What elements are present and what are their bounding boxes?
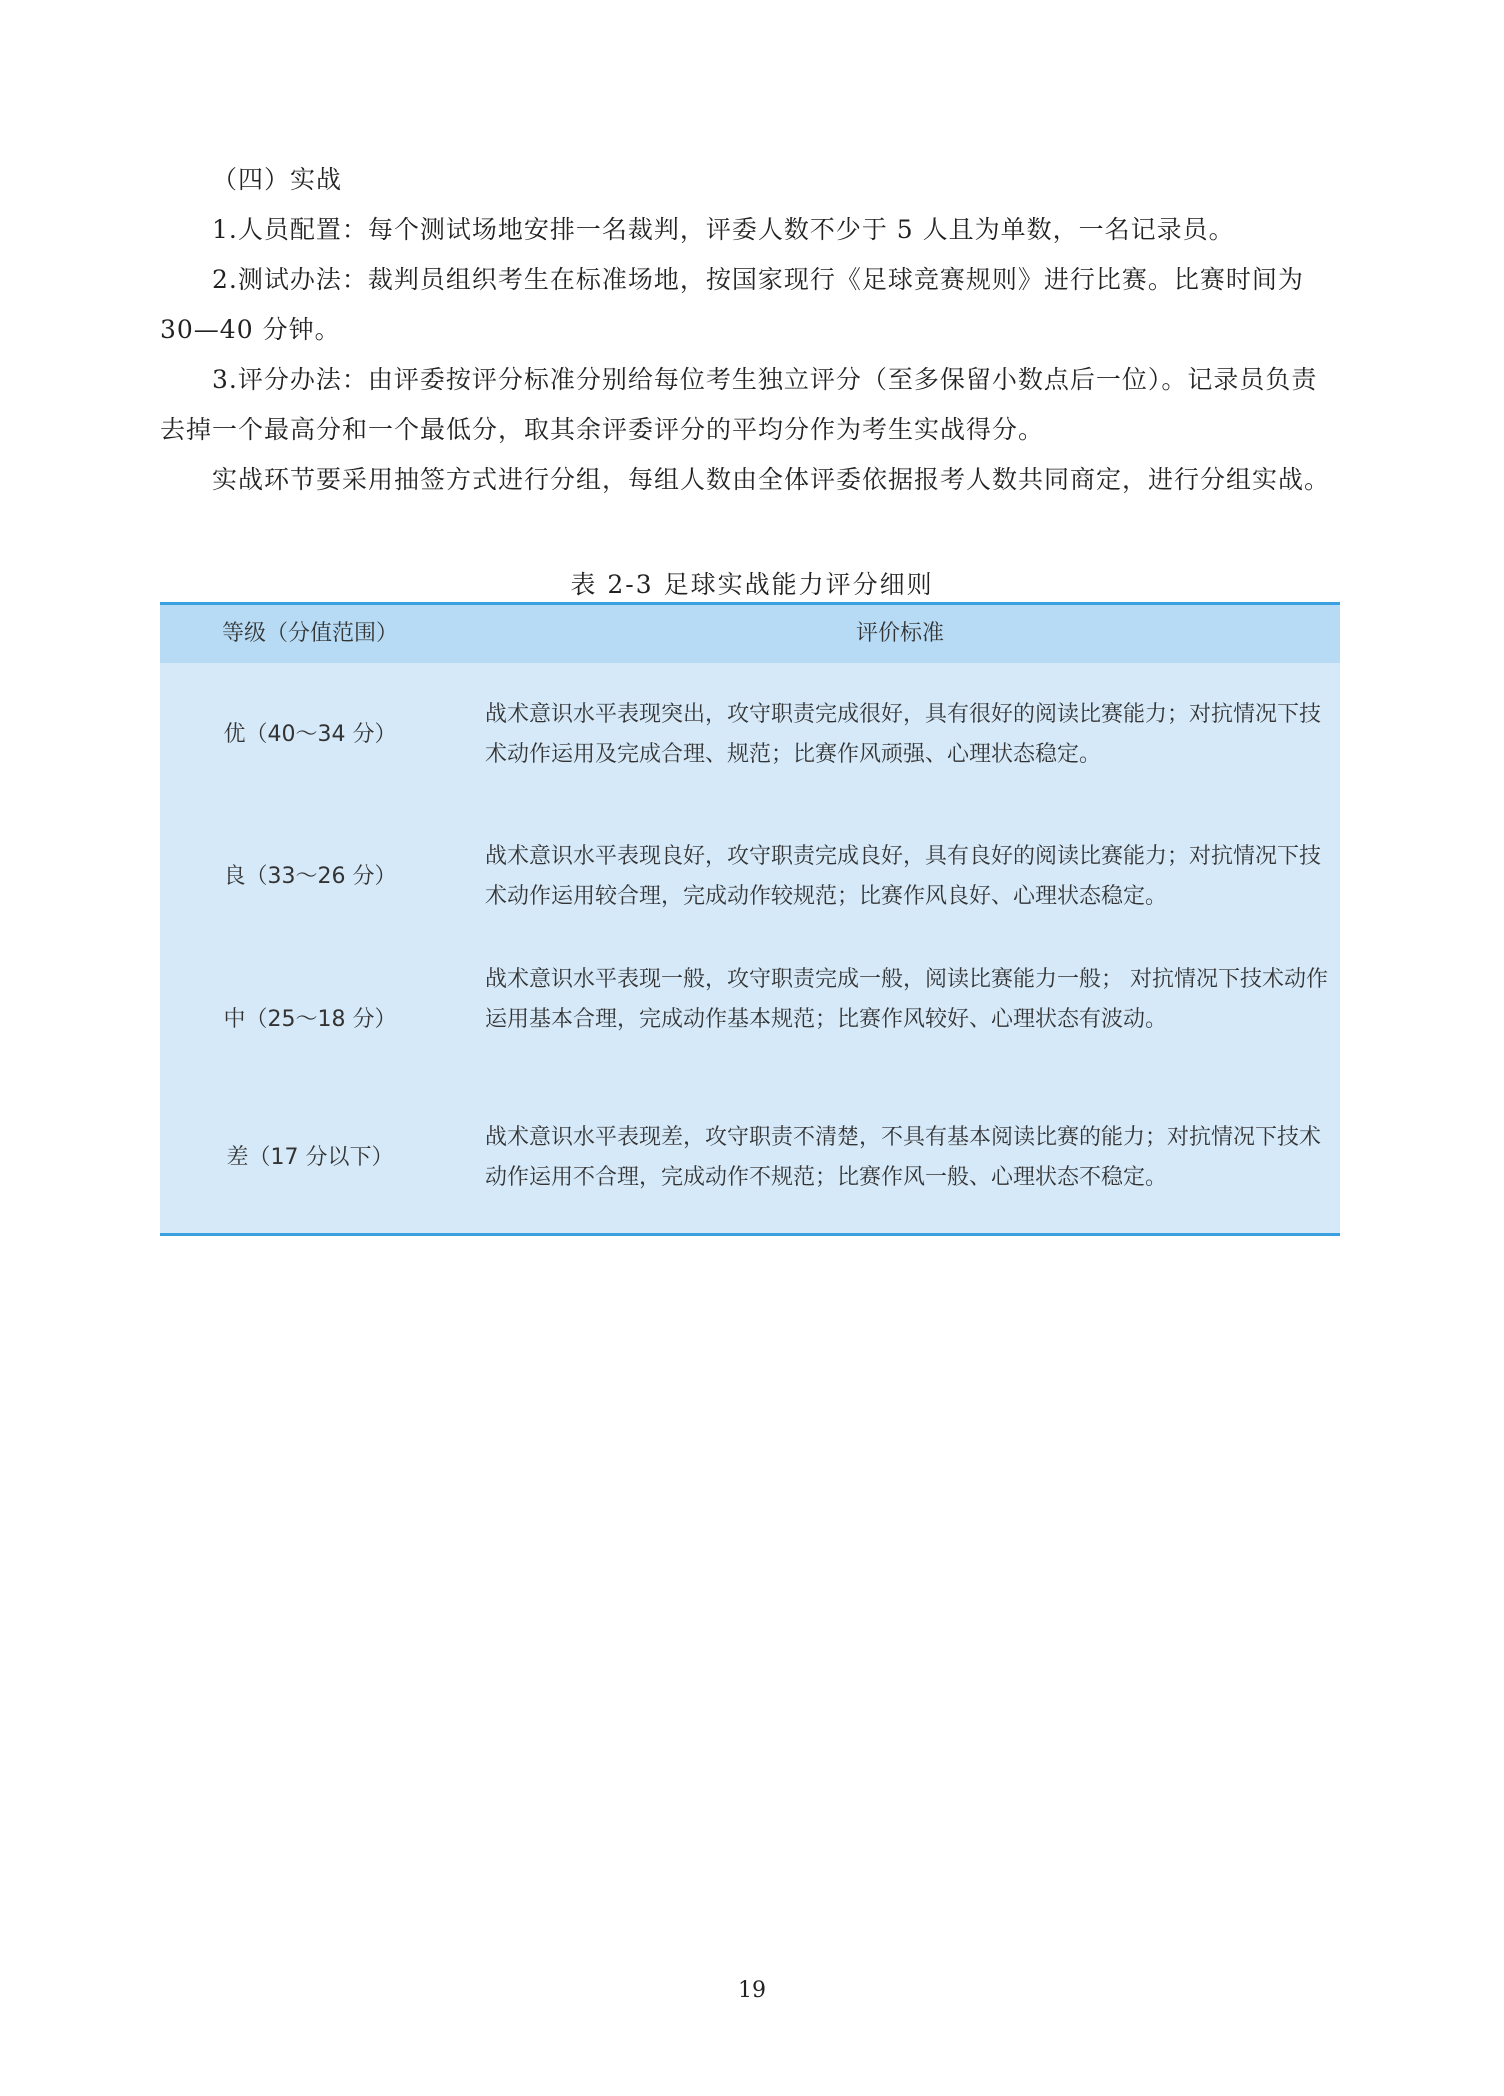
- paragraph-test-method: 2.测试办法：裁判员组织考生在标准场地，按国家现行《足球竞赛规则》进行比赛。比赛时间为 30—40 分钟。: [160, 265, 1304, 344]
- header-grade: 等级（分值范围）: [221, 621, 398, 646]
- grade-cell: 良（33～26 分）: [223, 864, 397, 889]
- table-caption: 表 2-3 足球实战能力评分细则: [570, 570, 934, 599]
- criteria-cell: 战术意识水平表现一般，攻守职责完成一般，阅读比赛能力一般； 对抗情况下技术动作运用基本合理，完成动作基本规范；比赛作风较好、心理状态有波动。: [485, 967, 1328, 1032]
- grade-cell: 差（17 分以下）: [226, 1145, 394, 1170]
- grade-cell: 中（25～18 分）: [223, 1007, 397, 1032]
- section-heading: （四）实战: [212, 165, 343, 194]
- page-number: 19: [738, 1978, 766, 2003]
- scoring-table: [160, 602, 1340, 1236]
- criteria-cell: 战术意识水平表现良好，攻守职责完成良好，具有良好的阅读比赛能力；对抗情况下技术动作运用较合理，完成动作较规范；比赛作风良好、心理状态稳定。: [485, 844, 1322, 909]
- header-criteria: 评价标准: [855, 621, 944, 646]
- criteria-cell: 战术意识水平表现差，攻守职责不清楚，不具有基本阅读比赛的能力；对抗情况下技术动作运用不合理，完成动作不规范；比赛作风一般、心理状态不稳定。: [485, 1125, 1322, 1190]
- paragraph-scoring-method: 3.评分办法：由评委按评分标准分别给每位考生独立评分（至多保留小数点后一位）。记录员负责去掉一个最高分和一个最低分，取其余评委评分的平均分作为考生实战得分。: [160, 365, 1318, 444]
- paragraph-personnel: 1.人员配置：每个测试场地安排一名裁判，评委人数不少于 5 人且为单数，一名记录员。: [212, 215, 1235, 244]
- grade-cell: 优（40～34 分）: [223, 722, 397, 747]
- criteria-cell: 战术意识水平表现突出，攻守职责完成很好，具有很好的阅读比赛能力；对抗情况下技术动作运用及完成合理、规范；比赛作风顽强、心理状态稳定。: [485, 702, 1322, 767]
- paragraph-grouping: 实战环节要采用抽签方式进行分组，每组人数由全体评委依据报考人数共同商定，进行分组实战。: [212, 465, 1331, 494]
- table-header-row: [160, 605, 1340, 663]
